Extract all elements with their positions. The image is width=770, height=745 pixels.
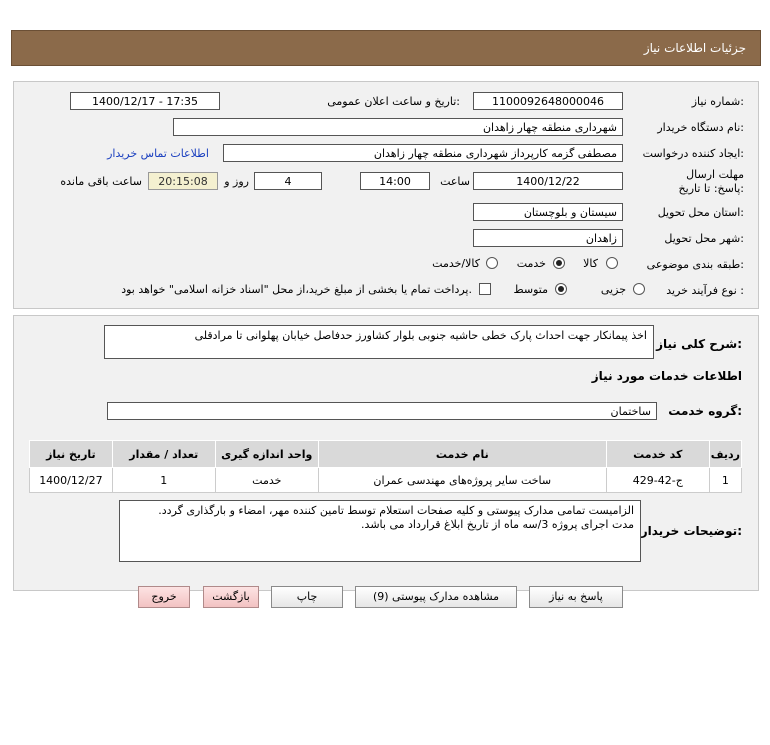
services-heading: اطلاعات خدمات مورد نیاز (591, 369, 742, 383)
description-label: شرح کلی نیاز: (656, 337, 742, 351)
purchase-medium-label: متوسط (513, 283, 548, 296)
col-unit: واحد اندازه گیری (215, 441, 318, 468)
service-group-field[interactable]: ساختمان (107, 402, 657, 420)
province-label: استان محل تحویل: (657, 206, 744, 219)
reply-button[interactable]: پاسخ به نیاز (529, 586, 623, 608)
city-field[interactable]: زاهدان (473, 229, 623, 247)
back-button[interactable]: بازگشت (203, 586, 259, 608)
page-title: جزئیات اطلاعات نیاز (643, 41, 746, 55)
remaining-label: ساعت باقی مانده (60, 175, 142, 188)
col-index: ردیف (709, 441, 741, 468)
deadline-label: مهلت ارسال پاسخ: تا تاریخ: (678, 168, 744, 195)
category-service-label: خدمت (516, 257, 546, 270)
row-name: ساخت سایر پروژه‌های مهندسی عمران (318, 468, 606, 493)
category-goods-service-label: کالا/خدمت (432, 257, 480, 270)
category-goods-service-radio[interactable] (486, 257, 498, 269)
buyer-contact-link[interactable]: اطلاعات تماس خریدار (107, 147, 209, 160)
services-table (29, 440, 742, 493)
deadline-time-field[interactable]: 14:00 (360, 172, 430, 190)
table-header-row (30, 441, 742, 468)
deadline-time-label: ساعت (440, 175, 470, 188)
exit-button[interactable]: خروج (138, 586, 190, 608)
row-qty: 1 (112, 468, 215, 493)
purchase-minor-label: جزیی (600, 283, 626, 296)
deadline-date-field[interactable]: 1400/12/22 (473, 172, 623, 190)
requester-field[interactable]: مصطفی گزمه کارپرداز شهرداری منطقه چهار زاهدان (223, 144, 623, 162)
city-label: شهر محل تحویل: (664, 232, 744, 245)
view-attachments-button[interactable]: مشاهده مدارک پیوستی (9) (355, 586, 517, 608)
remaining-timer: 20:15:08 (148, 172, 218, 190)
category-label: طبقه بندی موضوعی: (646, 258, 744, 271)
category-goods-radio[interactable] (606, 257, 618, 269)
row-unit: خدمت (215, 468, 318, 493)
announce-field[interactable]: 1400/12/17 - 17:35 (70, 92, 220, 110)
days-field[interactable]: 4 (254, 172, 322, 190)
buyer-notes-line2: مدت اجرای پروژه 3/سه ماه از تاریخ ابلاغ قرارداد می باشد. (361, 518, 634, 531)
page-header (11, 30, 761, 66)
description-field[interactable]: اخذ پیمانکار جهت احداث پارک خطی حاشیه جنوبی بلوار کشاورز حدفاصل خیابان پهلوانی تا مرادقلی (104, 325, 654, 359)
need-number-field[interactable]: 1100092648000046 (473, 92, 623, 110)
purchase-minor-radio[interactable] (633, 283, 645, 295)
need-info-panel (13, 81, 759, 309)
col-date: تاریخ نیاز (30, 441, 113, 468)
buyer-org-field[interactable]: شهرداری منطقه چهار زاهدان (173, 118, 623, 136)
col-name: نام خدمت (318, 441, 606, 468)
buyer-notes-field[interactable] (119, 500, 641, 562)
buyer-notes-line1: الزامیست تمامی مدارک پیوستی و کلیه صفحات استعلام توسط تامین کننده مهر، امضاء و بارگذاری گردد. (158, 504, 634, 517)
category-goods-label: کالا (583, 257, 598, 270)
row-date: 1400/12/27 (30, 468, 113, 493)
need-number-label: شماره نیاز: (691, 95, 744, 108)
treasury-checkbox[interactable] (479, 283, 491, 295)
row-index: 1 (709, 468, 741, 493)
print-button[interactable]: چاپ (271, 586, 343, 608)
purchase-type-label: نوع فرآیند خرید : (666, 284, 744, 297)
buyer-notes-label: توضیحات خریدار: (640, 524, 742, 538)
purchase-medium-radio[interactable] (555, 283, 567, 295)
treasury-note: پرداخت تمام یا بخشی از مبلغ خرید،از محل "اسناد خزانه اسلامی" خواهد بود. (121, 283, 472, 296)
requester-label: ایجاد کننده درخواست: (642, 147, 744, 160)
category-service-radio[interactable] (553, 257, 565, 269)
table-row[interactable] (30, 468, 742, 493)
announce-label: تاریخ و ساعت اعلان عمومی: (327, 95, 460, 108)
province-field[interactable]: سیستان و بلوچستان (473, 203, 623, 221)
col-code: کد خدمت (606, 441, 709, 468)
row-code: ج-42-429 (606, 468, 709, 493)
buyer-org-label: نام دستگاه خریدار: (657, 121, 744, 134)
col-qty: تعداد / مقدار (112, 441, 215, 468)
service-group-label: گروه خدمت: (668, 404, 742, 418)
days-label: روز و (224, 175, 249, 188)
